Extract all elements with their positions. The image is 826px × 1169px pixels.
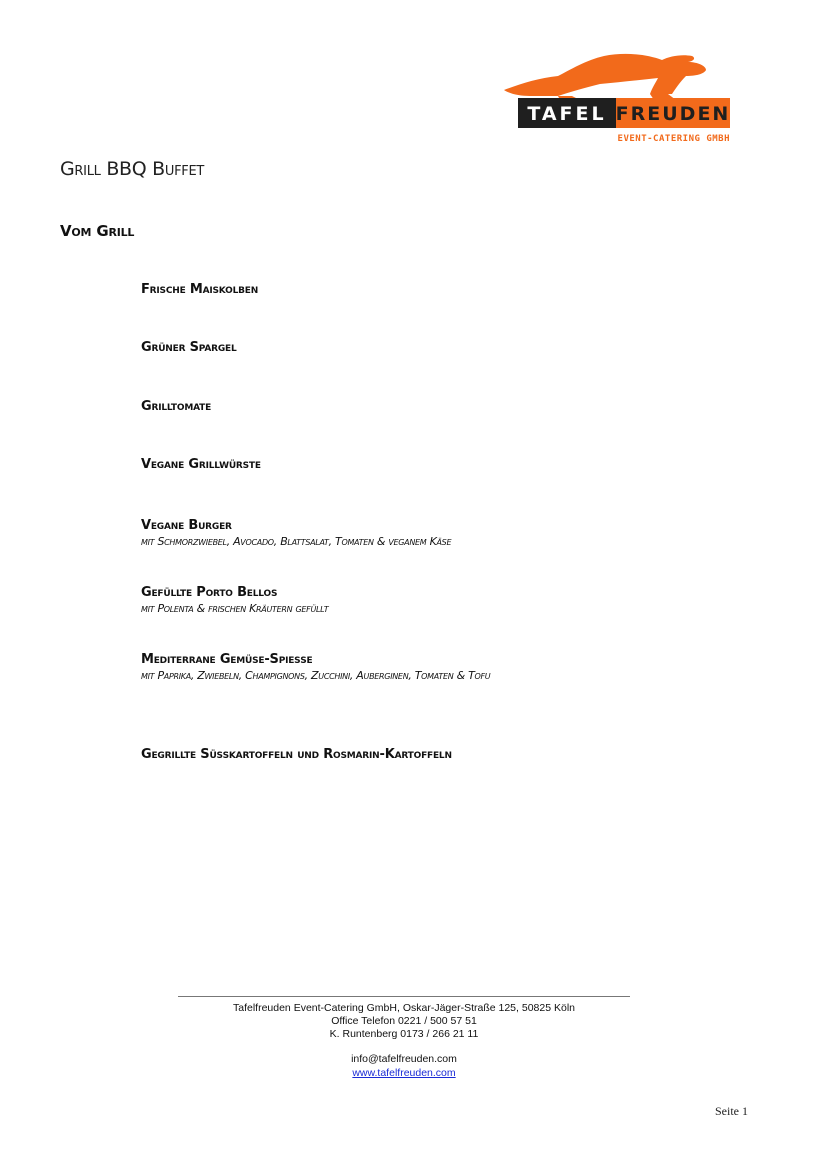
menu-item-name: Vegane Burger — [141, 518, 232, 533]
menu-item-description: mit Schmorzwiebel, Avocado, Blattsalat, Tomaten & veganem Käse — [141, 535, 452, 548]
menu-item — [141, 281, 258, 298]
menu-item — [141, 584, 328, 617]
menu-item-description: mit Polenta & frischen Kräutern gefüllt — [141, 602, 329, 615]
menu-item — [141, 456, 261, 473]
menu-item-name: Gefüllte Porto Bellos — [141, 585, 278, 600]
running-hare-icon — [500, 48, 732, 148]
menu-item-name: Grüner Spargel — [141, 340, 237, 355]
section-heading: Vom Grill — [60, 222, 135, 240]
footer-address: Tafelfreuden Event-Catering GmbH, Oskar-Jäger-Straße 125, 50825 Köln — [232, 1002, 575, 1014]
footer-website — [0, 1066, 808, 1080]
menu-item-name: Frische Maiskolben — [141, 282, 259, 297]
logo-tagline: EVENT-CATERING GMBH — [617, 134, 730, 144]
menu-item-name: Vegane Grillwürste — [141, 457, 261, 472]
footer-email: info@tafelfreuden.com — [351, 1053, 457, 1065]
footer-office-phone: Office Telefon 0221 / 500 57 51 — [331, 1015, 477, 1027]
menu-item-name: Grilltomate — [141, 399, 212, 414]
menu-item — [141, 339, 237, 356]
menu-item — [141, 517, 451, 550]
menu-item-name: Mediterrane Gemüse-Spieße — [141, 652, 313, 667]
menu-item-description: mit Paprika, Zwiebeln, Champignons, Zucchini, Auberginen, Tomaten & Tofu — [141, 669, 491, 682]
footer-mobile-phone: K. Runtenberg 0173 / 266 21 11 — [329, 1028, 479, 1040]
menu-item — [141, 398, 211, 415]
page-number: Seite 1 — [715, 1104, 748, 1118]
page-title: Grill BBQ Buffet — [60, 158, 205, 180]
footer-divider — [178, 996, 630, 997]
logo-word-left: TAFEL — [527, 103, 607, 125]
website-link[interactable]: www.tafelfreuden.com — [352, 1067, 456, 1079]
menu-item-name: Gegrillte Süßkartoffeln und Rosmarin-Kartoffeln — [141, 747, 452, 762]
menu-item — [141, 746, 452, 763]
logo-word-right: FREUDEN — [615, 103, 731, 125]
company-logo — [500, 48, 732, 148]
menu-item — [141, 651, 490, 684]
